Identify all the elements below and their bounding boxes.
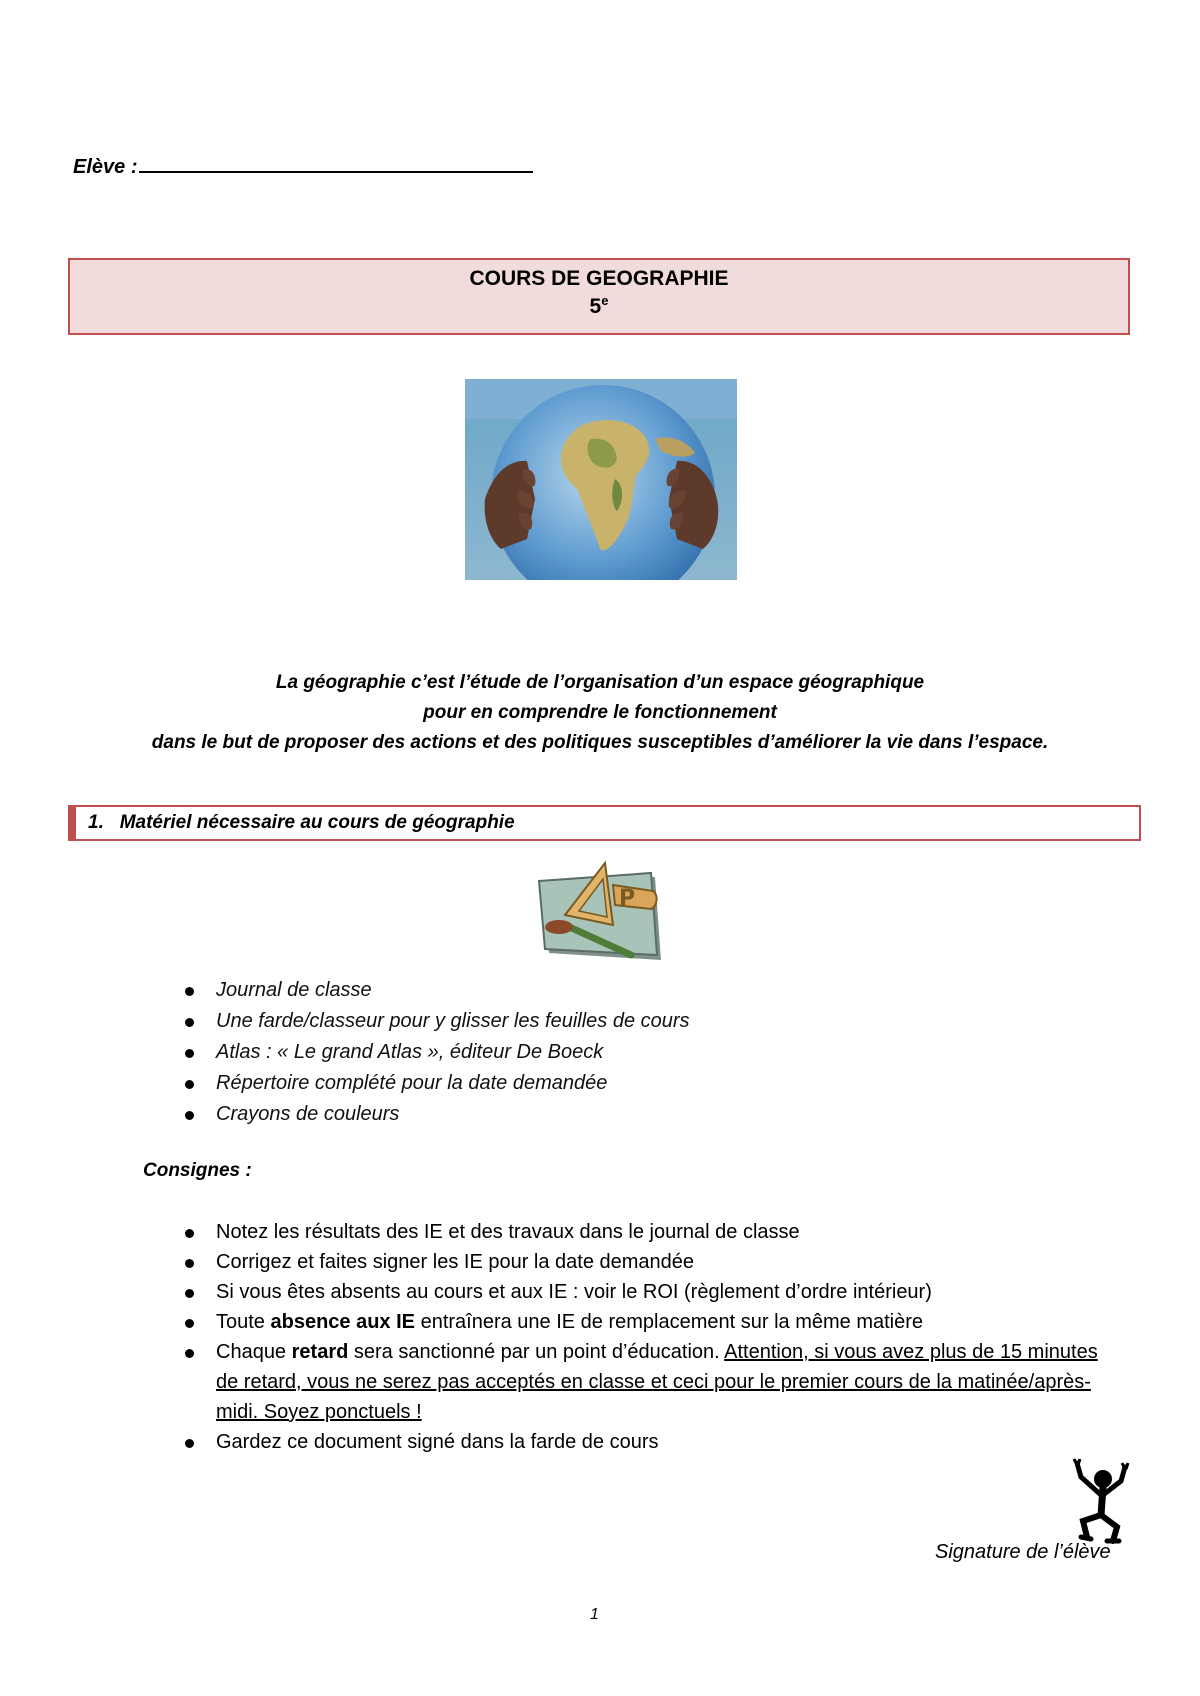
- section-number: 1.: [88, 812, 104, 833]
- page-number: 1: [590, 1606, 599, 1623]
- consignes-list: [185, 1217, 1125, 1457]
- student-name-field: [73, 153, 533, 179]
- section-1-header: [68, 805, 1141, 841]
- definition-line-2: pour en comprendre le fonctionnement: [423, 702, 777, 723]
- consignes-heading: Consignes :: [143, 1160, 252, 1181]
- list-item: Gardez ce document signé dans la farde de cours: [185, 1427, 1125, 1457]
- svg-text:P: P: [619, 886, 636, 911]
- materials-list: [185, 975, 690, 1130]
- title-box: [68, 258, 1130, 335]
- student-label: Elève :: [73, 156, 138, 178]
- list-item: Si vous êtes absents au cours et aux IE : voir le ROI (règlement d’ordre intérieur): [185, 1277, 1125, 1307]
- geography-definition: [60, 668, 1140, 758]
- list-item: Atlas : « Le grand Atlas », éditeur De Boeck: [185, 1037, 690, 1068]
- definition-line-1: La géographie c’est l’étude de l’organisation d’un espace géographique: [275, 672, 925, 693]
- late-warning: Attention, si vous avez plus de 15 minutes de retard, vous ne serez pas acceptés en classe et ceci pour le premier cours de la matinée/après-midi. Soyez ponctuels !: [216, 1341, 1098, 1423]
- course-title: COURS DE GEOGRAPHIE: [469, 267, 729, 290]
- list-item: Journal de classe: [185, 975, 690, 1006]
- section-title: Matériel nécessaire au cours de géographie: [119, 812, 515, 833]
- definition-line-3: dans le but de proposer des actions et des politiques susceptibles d’améliorer la vie dans l’espace.: [151, 732, 1049, 753]
- list-item: Une farde/classeur pour y glisser les feuilles de cours: [185, 1006, 690, 1037]
- list-item: Répertoire complété pour la date demandée: [185, 1068, 690, 1099]
- list-item: Corrigez et faites signer les IE pour la date demandée: [185, 1247, 1125, 1277]
- grade-level: 5e: [589, 293, 609, 318]
- list-item: Crayons de couleurs: [185, 1099, 690, 1130]
- drawing-tools-clipart: [535, 855, 667, 973]
- list-item: Toute absence aux IE entraînera une IE de remplacement sur la même matière: [185, 1307, 1125, 1337]
- stick-figure-icon: [1067, 1457, 1137, 1545]
- globe-hands-photo: [465, 379, 737, 580]
- list-item: Notez les résultats des IE et des travaux dans le journal de classe: [185, 1217, 1125, 1247]
- student-name-line[interactable]: [139, 153, 533, 173]
- list-item: Chaque retard sera sanctionné par un point d’éducation. Attention, si vous avez plus de 15 minutes de retard, vous ne serez pas acceptés en classe et ceci pour le premier cours de la matinée/après-midi. Soyez ponctuels !: [185, 1337, 1125, 1427]
- student-signature-label: Signature de l’élève: [935, 1541, 1111, 1563]
